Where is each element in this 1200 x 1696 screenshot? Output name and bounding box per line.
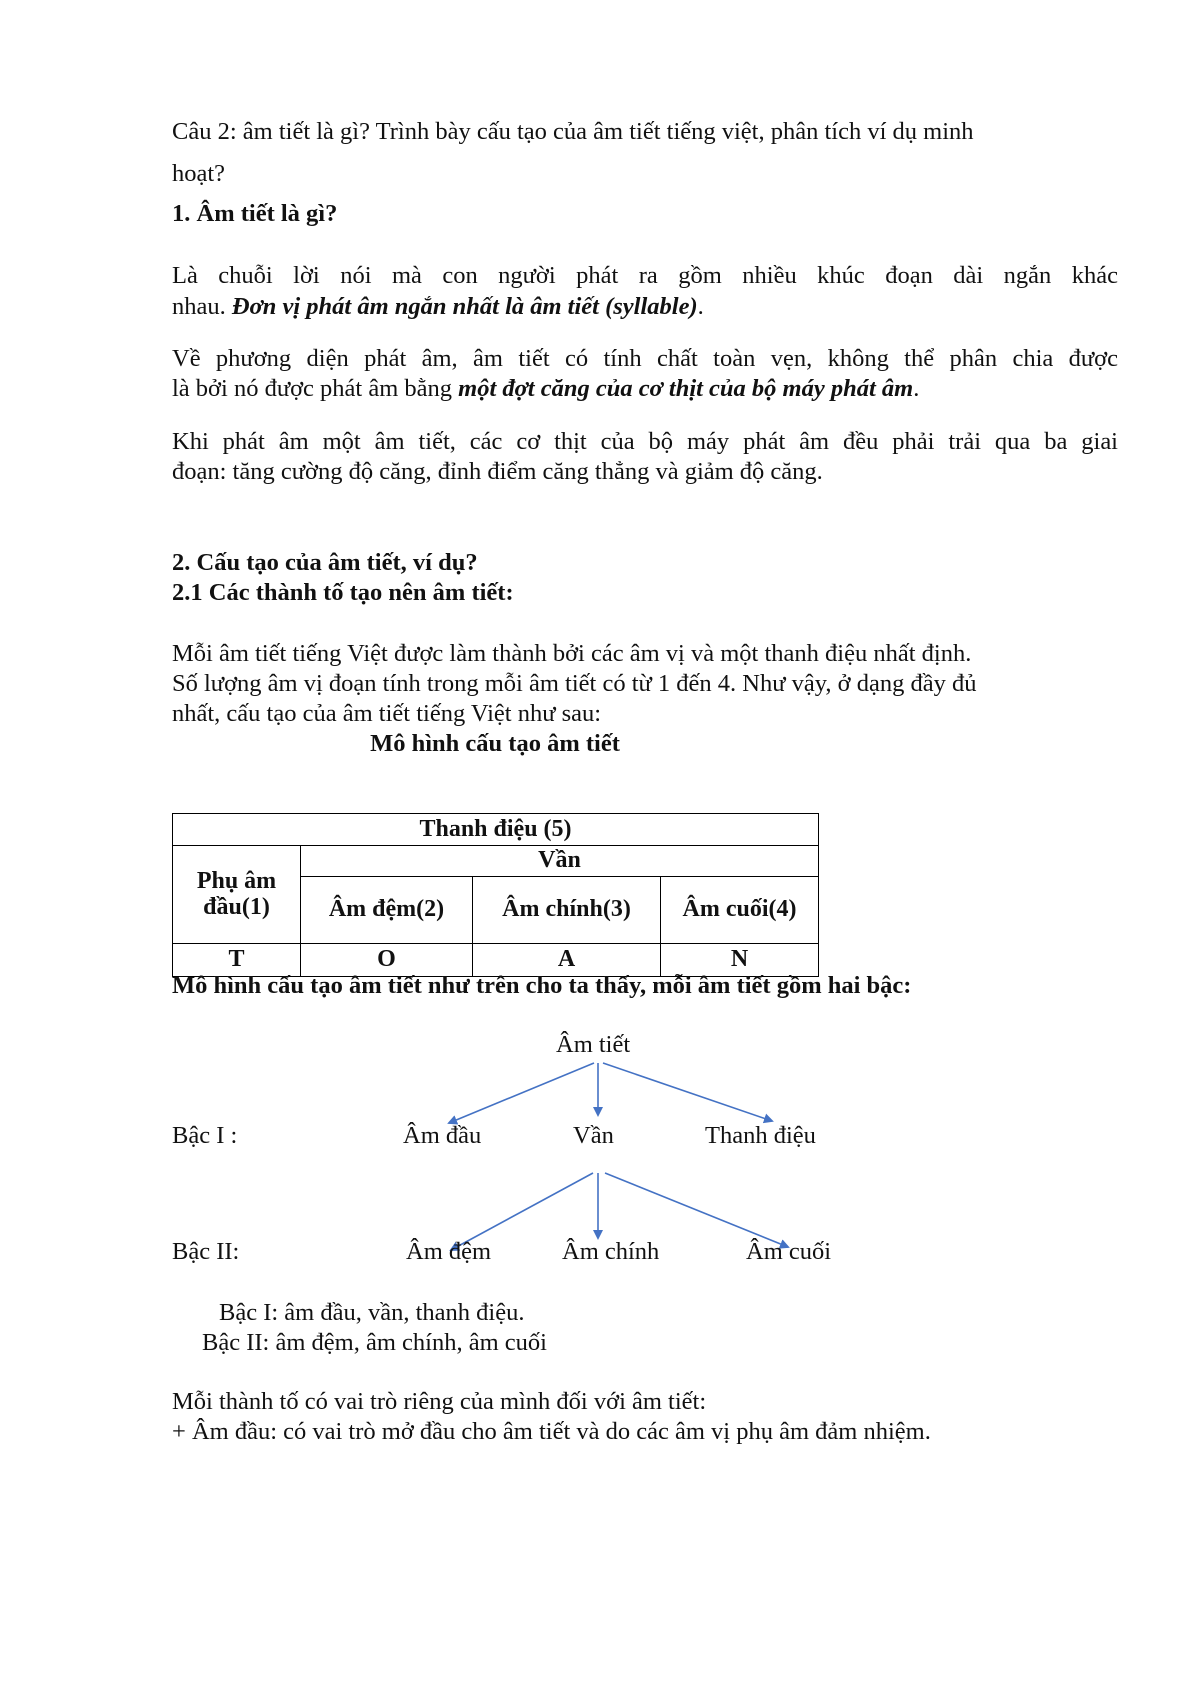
section1-p1-line2-end: . <box>697 293 704 320</box>
final-cell: Âm cuối(4) <box>661 877 819 944</box>
section1-p1-line1: Là chuỗi lời nói mà con người phát ra gồm nhiều khúc đoạn dài ngắn khác <box>172 262 1118 289</box>
section1-p2-line2-start: là bởi nó được phát âm bằng <box>172 375 459 402</box>
syllable-definition-emphasis: Đơn vị phát âm ngắn nhất là âm tiết (syllable) <box>231 293 698 320</box>
example-cell: A <box>473 944 661 977</box>
arrow-to-tone <box>603 1063 772 1121</box>
section1-p2-line2-end: . <box>913 375 920 402</box>
tree-root-node: Âm tiết <box>556 1031 631 1058</box>
roles-intro: Mỗi thành tố có vai trò riêng của mình đối với âm tiết: <box>172 1388 707 1415</box>
tree-node-final: Âm cuối <box>746 1238 832 1265</box>
level2-label: Bậc II: <box>172 1238 240 1265</box>
tree-node-tone: Thanh điệu <box>705 1122 816 1149</box>
section1-p3-line1: Khi phát âm một âm tiết, các cơ thịt của bộ máy phát âm đều phải trải qua ba giai <box>172 428 1118 455</box>
example-cell: O <box>301 944 473 977</box>
section2-p1-line1: Mỗi âm tiết tiếng Việt được làm thành bởi các âm vị và một thanh điệu nhất định. <box>172 640 972 667</box>
tone-cell: Thanh điệu (5) <box>173 814 819 846</box>
section1-p2-line1: Về phương diện phát âm, âm tiết có tính chất toàn vẹn, không thể phân chia được <box>172 345 1118 372</box>
section1-p1-line2-start: nhau. <box>172 293 232 320</box>
question-line-2: hoạt? <box>172 160 226 187</box>
section1-p3-line2: đoạn: tăng cường độ căng, đỉnh điểm căng thẳng và giảm độ căng. <box>172 458 823 485</box>
tree-node-nucleus: Âm chính <box>562 1238 660 1265</box>
section2-subheading: 2.1 Các thành tố tạo nên âm tiết: <box>172 579 514 606</box>
tree-node-rhyme: Vần <box>573 1122 614 1149</box>
level1-label: Bậc I : <box>172 1122 238 1149</box>
arrow-to-initial <box>449 1063 594 1123</box>
table-title: Mô hình cấu tạo âm tiết <box>370 730 620 757</box>
section2-heading: 2. Cấu tạo của âm tiết, ví dụ? <box>172 549 478 576</box>
example-cell: T <box>173 944 301 977</box>
section2-p1-line2: Số lượng âm vị đoạn tính trong mỗi âm tiết có từ 1 đến 4. Như vậy, ở dạng đầy đủ <box>172 670 977 697</box>
tree-node-medial: Âm đệm <box>406 1238 492 1265</box>
example-cell: N <box>661 944 819 977</box>
section1-heading: 1. Âm tiết là gì? <box>172 200 338 227</box>
summary-level1: Bậc I: âm đầu, vần, thanh điệu. <box>219 1299 525 1326</box>
initial-consonant-cell: Phụ âm đầu(1) <box>173 846 301 944</box>
nucleus-cell: Âm chính(3) <box>473 877 661 944</box>
arrow-to-final <box>605 1173 788 1247</box>
diagram-intro: Mô hình cấu tạo âm tiết như trên cho ta thấy, mỗi âm tiết gồm hai bậc: <box>172 972 912 999</box>
summary-level2: Bậc II: âm đệm, âm chính, âm cuối <box>202 1329 547 1356</box>
roles-item-initial: + Âm đầu: có vai trò mở đầu cho âm tiết và do các âm vị phụ âm đảm nhiệm. <box>172 1418 931 1445</box>
rhyme-cell: Vần <box>301 846 819 877</box>
muscle-tension-emphasis: một đợt căng của cơ thịt của bộ máy phát âm <box>458 375 914 402</box>
question-line-1: Câu 2: âm tiết là gì? Trình bày cấu tạo của âm tiết tiếng việt, phân tích ví dụ minh <box>172 118 974 145</box>
medial-cell: Âm đệm(2) <box>301 877 473 944</box>
tree-node-initial: Âm đầu <box>403 1122 482 1149</box>
section2-p1-line3: nhất, cấu tạo của âm tiết tiếng Việt như sau: <box>172 700 602 727</box>
